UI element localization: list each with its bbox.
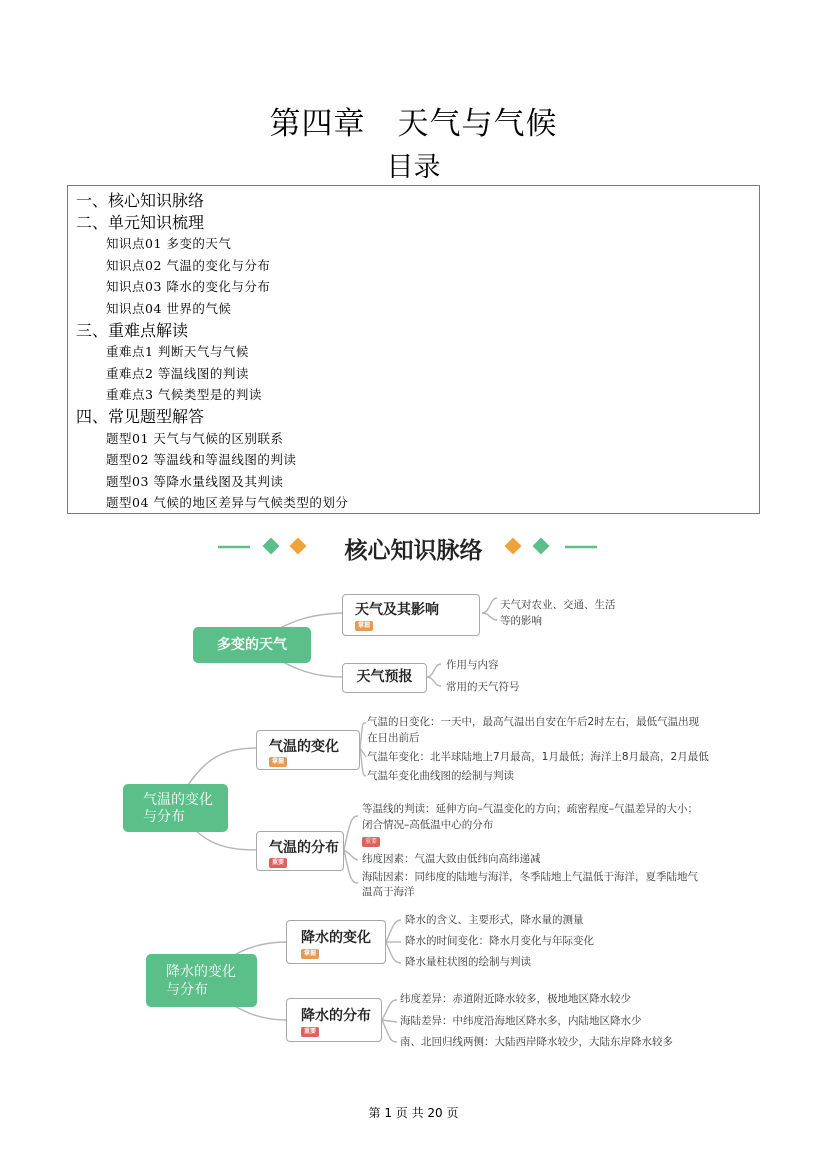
toc-subitem[interactable]: 题型04 气候的地区差异与气候类型的划分	[106, 495, 349, 510]
toc-item-2[interactable]: 二、单元知识梳理	[76, 213, 205, 232]
node-label: 气温的变化	[269, 739, 339, 755]
connector	[386, 942, 401, 963]
leaf-text: 在日出前后	[367, 732, 420, 744]
connector	[344, 816, 358, 850]
connector	[482, 598, 497, 613]
connector	[382, 1020, 397, 1022]
master-tag: 掌握	[301, 949, 319, 959]
node-label: 降水的分布	[301, 1008, 371, 1024]
table-of-contents	[67, 185, 760, 514]
connector	[382, 1020, 397, 1042]
node-label: 与分布	[143, 809, 185, 825]
leaf-text: 气温的日变化：一天中，最高气温出自安在午后2时左右，最低气温出现	[367, 716, 700, 728]
master-tag: 掌握	[269, 757, 287, 767]
page-footer: 第 1 页 共 20 页	[368, 1106, 459, 1120]
toc-subitem[interactable]: 重难点3 气候类型是的判读	[106, 387, 262, 402]
connector	[360, 723, 366, 748]
leaf-text: 常用的天气符号	[446, 681, 520, 693]
node-weather-impact[interactable]	[342, 594, 480, 636]
important-tag: 重要	[269, 858, 287, 868]
toc-subitem[interactable]: 题型01 天气与气候的区别联系	[106, 431, 284, 446]
toc-item-4[interactable]: 四、常见题型解答	[76, 407, 205, 426]
node-precipitation-change[interactable]	[286, 920, 386, 964]
node-label: 天气及其影响	[355, 602, 439, 618]
toc-subitem[interactable]: 重难点2 等温线图的判读	[106, 366, 249, 381]
node-precipitation-change-distribution[interactable]	[146, 954, 257, 1007]
leaf-text: 降水的含义、主要形式，降水量的测量	[405, 914, 584, 926]
toc-subitem[interactable]: 知识点04 世界的气候	[106, 301, 232, 316]
toc-subitem[interactable]: 题型03 等降水量线图及其判读	[106, 474, 284, 489]
connector	[427, 677, 441, 686]
leaf-text: 南、北回归线两侧：大陆西岸降水较少，大陆东岸降水较多	[400, 1036, 673, 1048]
leaf-text: 等的影响	[500, 615, 542, 627]
node-changeable-weather[interactable]: 多变的天气	[193, 627, 311, 663]
leaf-text: 海陆差异：中纬度沿海地区降水多，内陆地区降水少	[400, 1015, 642, 1027]
mind-map	[0, 580, 827, 1060]
leaf-text: 等温线的判读：延伸方向–气温变化的方向；疏密程度–气温差异的大小；	[362, 803, 698, 815]
toc-subitem[interactable]: 题型02 等温线和等温线图的判读	[106, 452, 297, 467]
node-label: 降水的变化	[166, 964, 236, 980]
node-weather-forecast[interactable]: 天气预报	[342, 663, 427, 693]
leaf-text: 气温年变化曲线图的绘制与判读	[367, 770, 514, 782]
toc-title: 目录	[386, 152, 441, 183]
toc-subitem[interactable]: 知识点01 多变的天气	[106, 236, 232, 251]
toc-subitem[interactable]: 知识点02 气温的变化与分布	[106, 258, 271, 273]
leaf-text: 纬度因素：气温大致由低纬向高纬递减	[362, 853, 541, 865]
node-temperature-distribution[interactable]	[256, 831, 344, 871]
leaf-text: 气温年变化：北半球陆地上7月最高，1月最低；海洋上8月最高，2月最低	[367, 751, 709, 763]
node-temperature-change-distribution[interactable]	[123, 784, 228, 832]
leaf-text: 闭合情况–高低温中心的分布	[362, 819, 494, 831]
node-label: 与分布	[166, 982, 208, 998]
connector	[382, 1000, 397, 1020]
connector	[482, 613, 497, 620]
toc-subitem[interactable]: 知识点03 降水的变化与分布	[106, 279, 271, 294]
connector	[386, 920, 401, 942]
connector	[427, 664, 441, 677]
leaf-text: 作用与内容	[446, 659, 499, 671]
master-tag: 掌握	[355, 621, 373, 631]
important-tag: 重要	[301, 1027, 319, 1037]
section-heading: 核心知识脉络	[344, 538, 483, 564]
node-label: 气温的变化	[143, 792, 213, 808]
toc-subitem[interactable]: 重难点1 判断天气与气候	[106, 344, 249, 359]
toc-item-3[interactable]: 三、重难点解读	[76, 321, 189, 340]
leaf-text: 天气对农业、交通、生活	[500, 599, 616, 611]
leaf-text: 降水量柱状图的绘制与判读	[405, 956, 531, 968]
node-precipitation-distribution[interactable]	[286, 998, 382, 1042]
leaf-text: 温高于海洋	[362, 886, 415, 898]
important-tag: 重要	[362, 837, 380, 847]
leaf-text: 纬度差异：赤道附近降水较多，极地地区降水较少	[400, 993, 631, 1005]
node-temperature-change[interactable]	[256, 730, 360, 770]
leaf-text: 海陆因素：同纬度的陆地与海洋，冬季陆地上气温低于海洋，夏季陆地气	[362, 871, 698, 883]
node-label: 气温的分布	[269, 840, 339, 856]
toc-item-1[interactable]: 一、核心知识脉络	[76, 191, 205, 210]
leaf-text: 降水的时间变化：降水月变化与年际变化	[405, 935, 594, 947]
chapter-title: 第四章 天气与气候	[269, 106, 558, 142]
node-label: 降水的变化	[301, 930, 371, 946]
